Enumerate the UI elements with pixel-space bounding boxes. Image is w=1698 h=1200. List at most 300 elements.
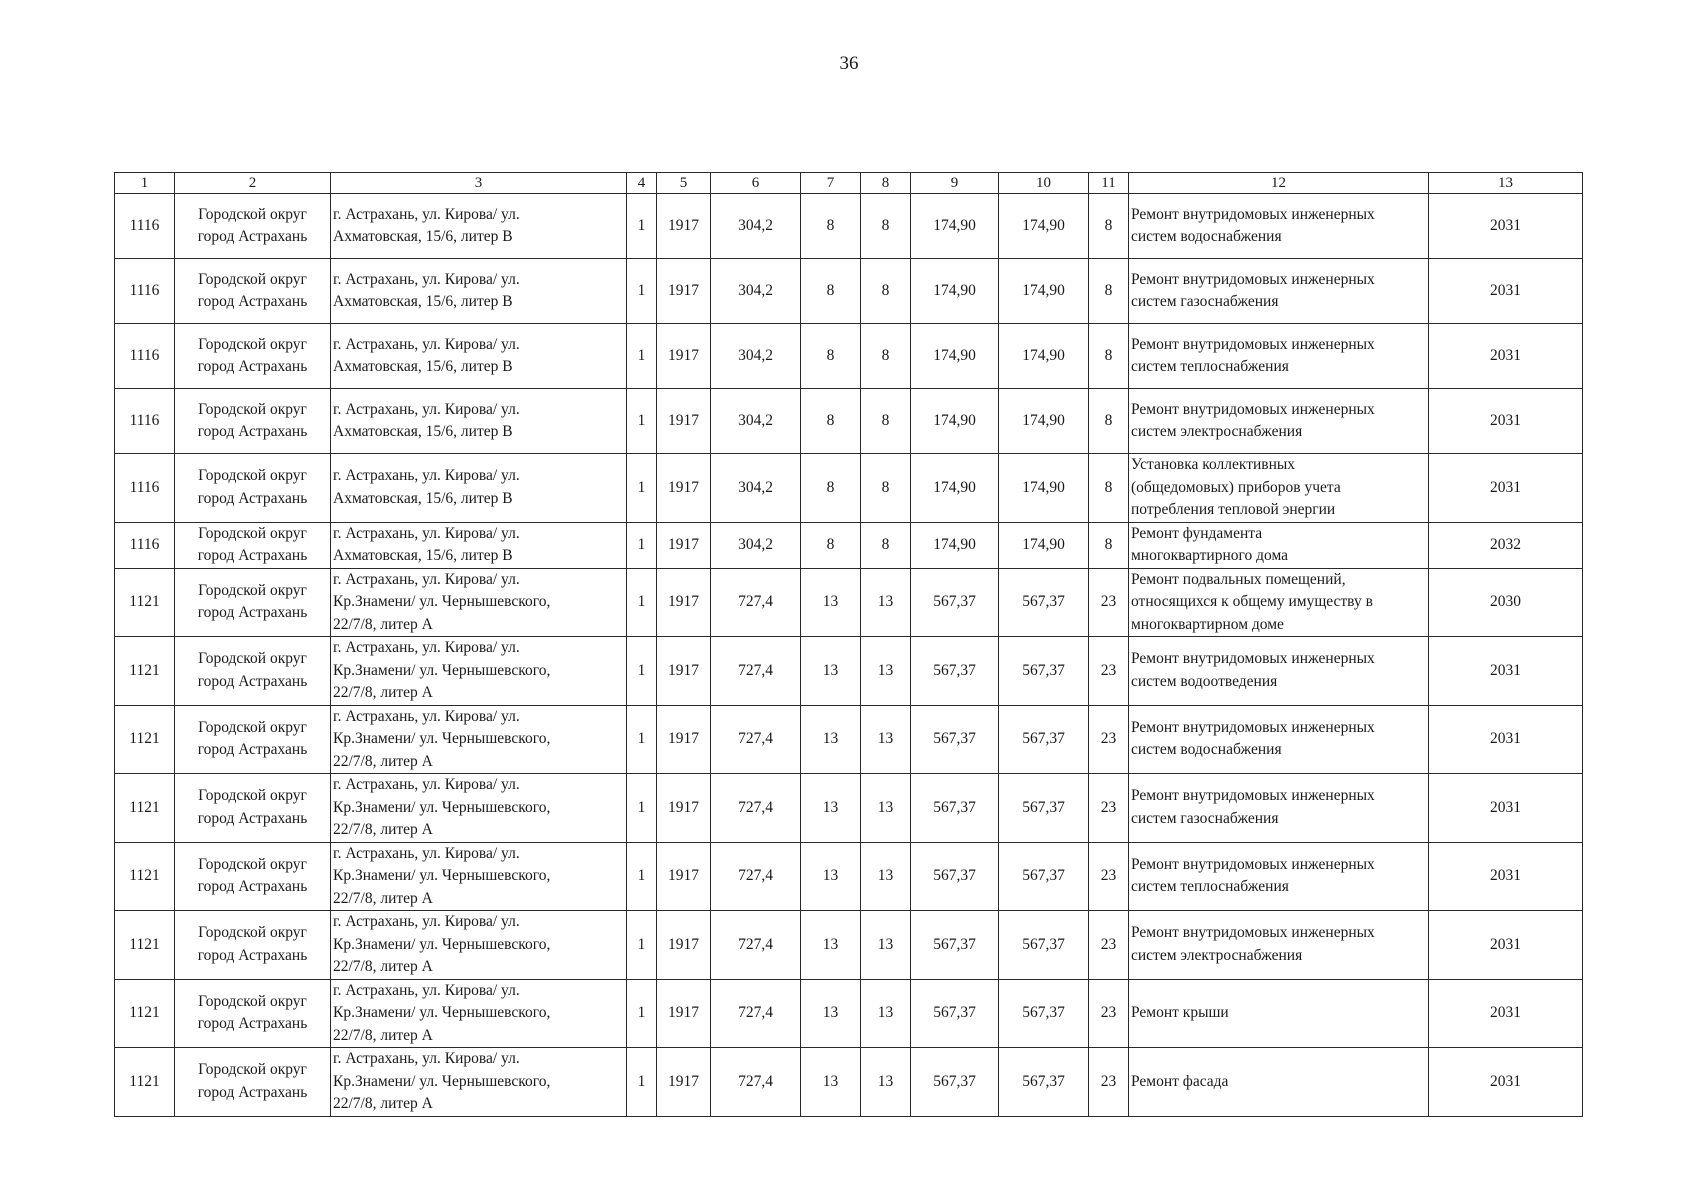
column-10-cell: 567,37 [999,637,1089,706]
column-10-cell: 174,90 [999,194,1089,259]
area-cell: 727,4 [711,774,801,843]
address-cell [331,194,627,259]
planned-year-cell: 2031 [1429,705,1583,774]
column-11-cell: 8 [1089,259,1129,324]
planned-year-cell: 2031 [1429,774,1583,843]
column-9-cell: 174,90 [911,324,999,389]
column-4-cell: 1 [627,637,657,706]
address-cell [331,774,627,843]
cell-text-line: Городской округ [198,400,307,418]
cell-text-line: систем теплоснабжения [1131,878,1289,896]
address-cell [331,1048,627,1117]
column-header: 11 [1089,173,1129,194]
column-8-cell: 13 [861,568,911,637]
address-cell [331,979,627,1048]
column-11-cell: 23 [1089,705,1129,774]
column-4-cell: 1 [627,568,657,637]
column-9-cell: 567,37 [911,911,999,980]
cell-text-line: многоквартирного дома [1131,547,1289,564]
build-year-cell: 1917 [657,705,711,774]
cell-text-line: 22/7/8, литер А [333,821,433,838]
cell-text-line: Ремонт крыши [1131,1004,1229,1021]
work-type-cell [1129,522,1429,568]
column-header: 9 [911,173,999,194]
table-row [115,259,1583,324]
cell-text-line: многоквартирном доме [1131,615,1284,633]
column-11-cell: 23 [1089,568,1129,637]
table-row [115,774,1583,843]
work-type-cell [1129,842,1429,911]
build-year-cell: 1917 [657,259,711,324]
record-number-cell: 1116 [115,324,175,389]
cell-text-line: г. Астрахань, ул. Кирова/ ул. [333,913,520,930]
column-7-cell: 13 [801,774,861,843]
address-cell [331,637,627,706]
area-cell: 304,2 [711,259,801,324]
column-header: 13 [1429,173,1583,194]
planned-year-cell: 2030 [1429,568,1583,637]
cell-text-line: город Астрахань [197,547,308,564]
column-10-cell: 567,37 [999,705,1089,774]
column-7-cell: 13 [801,911,861,980]
address-cell [331,389,627,454]
cell-text-line: потребления тепловой энергии [1131,501,1336,518]
column-7-cell: 13 [801,979,861,1048]
record-number-cell: 1121 [115,911,175,980]
column-7-cell: 8 [801,259,861,324]
record-number-cell: 1116 [115,522,175,568]
column-10-cell: 174,90 [999,259,1089,324]
cell-text-line: г. Астрахань, ул. Кирова/ ул. [333,570,520,588]
table-row [115,194,1583,259]
cell-text-line: Ремонт внутридомовых инженерных [1131,718,1375,736]
cell-text-line: систем водоснабжения [1131,741,1282,759]
column-header: 10 [999,173,1089,194]
cell-text-line: (общедомовых) приборов учета [1131,478,1341,496]
cell-text-line: город Астрахань [197,423,308,440]
table-row [115,568,1583,637]
column-9-cell: 174,90 [911,522,999,568]
area-cell: 727,4 [711,705,801,774]
planned-year-cell: 2031 [1429,324,1583,389]
column-4-cell: 1 [627,1048,657,1117]
column-4-cell: 1 [627,194,657,259]
work-type-cell [1129,454,1429,523]
column-7-cell: 8 [801,522,861,568]
column-4-cell: 1 [627,324,657,389]
area-cell: 304,2 [711,454,801,523]
column-8-cell: 8 [861,389,911,454]
work-type-cell [1129,1048,1429,1117]
column-10-cell: 174,90 [999,389,1089,454]
cell-text-line: Ахматовская, 15/6, литер В [333,547,513,564]
cell-text-line: город Астрахань [197,672,308,690]
build-year-cell: 1917 [657,194,711,259]
record-number-cell: 1116 [115,194,175,259]
register-table [114,172,1583,1117]
column-10-cell: 567,37 [999,568,1089,637]
work-type-cell [1129,979,1429,1048]
build-year-cell: 1917 [657,522,711,568]
column-11-cell: 8 [1089,522,1129,568]
column-8-cell: 13 [861,979,911,1048]
cell-text-line: Городской округ [198,270,307,288]
cell-text-line: г. Астрахань, ул. Кирова/ ул. [333,270,520,288]
column-8-cell: 8 [861,454,911,523]
cell-text-line: относящихся к общему имуществу в [1131,593,1373,610]
planned-year-cell: 2031 [1429,259,1583,324]
column-11-cell: 23 [1089,1048,1129,1117]
column-4-cell: 1 [627,979,657,1048]
cell-text-line: 22/7/8, литер А [333,615,433,633]
column-9-cell: 567,37 [911,842,999,911]
work-type-cell [1129,911,1429,980]
cell-text-line: Городской округ [198,581,307,599]
cell-text-line: Городской округ [198,650,307,668]
address-cell [331,454,627,523]
column-8-cell: 13 [861,911,911,980]
cell-text-line: Городской округ [198,924,307,942]
table-row [115,911,1583,980]
district-cell [175,774,331,843]
cell-text-line: Городской округ [198,787,307,805]
cell-text-line: систем электроснабжения [1131,423,1303,440]
column-11-cell: 8 [1089,389,1129,454]
column-4-cell: 1 [627,842,657,911]
column-10-cell: 567,37 [999,911,1089,980]
cell-text-line: Ремонт подвальных помещений, [1131,570,1346,588]
address-cell [331,705,627,774]
column-8-cell: 8 [861,522,911,568]
planned-year-cell: 2031 [1429,454,1583,523]
record-number-cell: 1121 [115,705,175,774]
table-row [115,979,1583,1048]
address-cell [331,324,627,389]
column-header: 12 [1129,173,1429,194]
district-cell [175,637,331,706]
table-row [115,389,1583,454]
cell-text-line: систем водоснабжения [1131,228,1282,245]
cell-text-line: город Астрахань [197,358,308,375]
work-type-cell [1129,389,1429,454]
cell-text-line: Кр.Знамени/ ул. Чернышевского, [333,798,551,816]
area-cell: 304,2 [711,389,801,454]
cell-text-line: Ремонт фасада [1131,1072,1229,1090]
column-4-cell: 1 [627,454,657,523]
column-9-cell: 567,37 [911,568,999,637]
column-10-cell: 174,90 [999,454,1089,523]
column-header: 7 [801,173,861,194]
cell-text-line: 22/7/8, литер А [333,889,433,907]
planned-year-cell: 2031 [1429,389,1583,454]
area-cell: 304,2 [711,194,801,259]
build-year-cell: 1917 [657,324,711,389]
table-row [115,842,1583,911]
cell-text-line: 22/7/8, литер А [333,958,433,975]
column-8-cell: 13 [861,774,911,843]
build-year-cell: 1917 [657,774,711,843]
column-8-cell: 13 [861,1048,911,1117]
column-7-cell: 8 [801,454,861,523]
district-cell [175,568,331,637]
cell-text-line: Ремонт внутридомовых инженерных [1131,787,1375,805]
table-row [115,454,1583,523]
cell-text-line: город Астрахань [197,228,308,245]
area-cell: 727,4 [711,637,801,706]
cell-text-line: Городской округ [198,467,307,485]
build-year-cell: 1917 [657,389,711,454]
cell-text-line: Ремонт внутридомовых инженерных [1131,205,1375,223]
header-row [115,173,1583,194]
cell-text-line: г. Астрахань, ул. Кирова/ ул. [333,981,520,999]
column-8-cell: 13 [861,842,911,911]
area-cell: 727,4 [711,979,801,1048]
work-type-cell [1129,259,1429,324]
cell-text-line: систем электроснабжения [1131,946,1303,964]
cell-text-line: г. Астрахань, ул. Кирова/ ул. [333,524,520,542]
build-year-cell: 1917 [657,568,711,637]
work-type-cell [1129,637,1429,706]
cell-text-line: систем газоснабжения [1131,809,1279,827]
cell-text-line: г. Астрахань, ул. Кирова/ ул. [333,400,520,418]
record-number-cell: 1121 [115,842,175,911]
page-number: 36 [839,53,859,74]
cell-text-line: Ремонт внутридомовых инженерных [1131,924,1375,942]
column-10-cell: 567,37 [999,1048,1089,1117]
cell-text-line: Кр.Знамени/ ул. Чернышевского, [333,1004,551,1021]
cell-text-line: г. Астрахань, ул. Кирова/ ул. [333,335,520,353]
column-header: 4 [627,173,657,194]
column-10-cell: 567,37 [999,774,1089,843]
table-row [115,705,1583,774]
column-7-cell: 8 [801,194,861,259]
column-header: 5 [657,173,711,194]
cell-text-line: систем теплоснабжения [1131,358,1289,375]
cell-text-line: Ахматовская, 15/6, литер В [333,293,513,310]
area-cell: 304,2 [711,522,801,568]
district-cell [175,454,331,523]
area-cell: 727,4 [711,842,801,911]
build-year-cell: 1917 [657,454,711,523]
work-type-cell [1129,324,1429,389]
planned-year-cell: 2031 [1429,637,1583,706]
cell-text-line: город Астрахань [197,1015,308,1033]
cell-text-line: Ахматовская, 15/6, литер В [333,423,513,440]
cell-text-line: Кр.Знамени/ ул. Чернышевского, [333,935,551,953]
cell-text-line: Ремонт внутридомовых инженерных [1131,270,1375,288]
area-cell: 727,4 [711,1048,801,1117]
cell-text-line: Ахматовская, 15/6, литер В [333,489,513,507]
column-11-cell: 23 [1089,979,1129,1048]
district-cell [175,979,331,1048]
table-row [115,1048,1583,1117]
planned-year-cell: 2031 [1429,194,1583,259]
address-cell [331,911,627,980]
build-year-cell: 1917 [657,911,711,980]
area-cell: 727,4 [711,568,801,637]
column-header: 3 [331,173,627,194]
cell-text-line: Городской округ [198,205,307,223]
planned-year-cell: 2032 [1429,522,1583,568]
column-11-cell: 23 [1089,911,1129,980]
column-9-cell: 567,37 [911,705,999,774]
column-4-cell: 1 [627,522,657,568]
cell-text-line: город Астрахань [197,809,308,827]
table-row [115,324,1583,389]
cell-text-line: город Астрахань [197,489,308,507]
cell-text-line: Кр.Знамени/ ул. Чернышевского, [333,867,551,884]
cell-text-line: г. Астрахань, ул. Кирова/ ул. [333,205,520,223]
column-4-cell: 1 [627,705,657,774]
column-9-cell: 174,90 [911,389,999,454]
record-number-cell: 1121 [115,637,175,706]
cell-text-line: Городской округ [198,1061,307,1079]
cell-text-line: город Астрахань [197,293,308,310]
column-10-cell: 174,90 [999,324,1089,389]
cell-text-line: Ремонт внутридомовых инженерных [1131,855,1375,873]
area-cell: 727,4 [711,911,801,980]
cell-text-line: Ремонт внутридомовых инженерных [1131,335,1375,353]
cell-text-line: г. Астрахань, ул. Кирова/ ул. [333,467,520,485]
cell-text-line: систем водоотведения [1131,672,1278,690]
column-4-cell: 1 [627,774,657,843]
column-11-cell: 8 [1089,454,1129,523]
cell-text-line: Ремонт внутридомовых инженерных [1131,650,1375,668]
cell-text-line: Городской округ [198,718,307,736]
column-9-cell: 174,90 [911,259,999,324]
column-9-cell: 567,37 [911,637,999,706]
cell-text-line: 22/7/8, литер А [333,752,433,770]
record-number-cell: 1116 [115,389,175,454]
column-header: 6 [711,173,801,194]
cell-text-line: город Астрахань [197,741,308,759]
column-11-cell: 23 [1089,774,1129,843]
cell-text-line: 22/7/8, литер А [333,1026,433,1044]
column-8-cell: 8 [861,259,911,324]
record-number-cell: 1116 [115,259,175,324]
column-4-cell: 1 [627,389,657,454]
cell-text-line: г. Астрахань, ул. Кирова/ ул. [333,1050,520,1067]
district-cell [175,194,331,259]
column-10-cell: 567,37 [999,842,1089,911]
table-row [115,637,1583,706]
planned-year-cell: 2031 [1429,911,1583,980]
column-11-cell: 8 [1089,194,1129,259]
record-number-cell: 1121 [115,774,175,843]
column-7-cell: 13 [801,1048,861,1117]
district-cell [175,389,331,454]
address-cell [331,259,627,324]
address-cell [331,842,627,911]
district-cell [175,1048,331,1117]
column-9-cell: 567,37 [911,1048,999,1117]
cell-text-line: Городской округ [198,855,307,873]
column-7-cell: 13 [801,705,861,774]
cell-text-line: Установка коллективных [1131,456,1296,473]
cell-text-line: Ахматовская, 15/6, литер В [333,358,513,375]
cell-text-line: г. Астрахань, ул. Кирова/ ул. [333,844,520,862]
cell-text-line: Ремонт внутридомовых инженерных [1131,400,1375,418]
build-year-cell: 1917 [657,1048,711,1117]
column-7-cell: 13 [801,842,861,911]
column-9-cell: 174,90 [911,454,999,523]
cell-text-line: город Астрахань [197,604,308,622]
column-4-cell: 1 [627,259,657,324]
cell-text-line: систем газоснабжения [1131,293,1279,310]
district-cell [175,522,331,568]
build-year-cell: 1917 [657,979,711,1048]
build-year-cell: 1917 [657,637,711,706]
cell-text-line: город Астрахань [197,878,308,896]
column-7-cell: 13 [801,568,861,637]
cell-text-line: Кр.Знамени/ ул. Чернышевского, [333,730,551,747]
table-body [115,194,1583,1117]
work-type-cell [1129,568,1429,637]
cell-text-line: Кр.Знамени/ ул. Чернышевского, [333,1072,551,1090]
column-9-cell: 174,90 [911,194,999,259]
planned-year-cell: 2031 [1429,842,1583,911]
cell-text-line: Ахматовская, 15/6, литер В [333,228,513,245]
cell-text-line: город Астрахань [197,946,308,964]
address-cell [331,522,627,568]
column-4-cell: 1 [627,911,657,980]
planned-year-cell: 2031 [1429,1048,1583,1117]
column-header: 1 [115,173,175,194]
column-8-cell: 13 [861,705,911,774]
record-number-cell: 1121 [115,979,175,1048]
column-11-cell: 8 [1089,324,1129,389]
column-7-cell: 13 [801,637,861,706]
cell-text-line: 22/7/8, литер А [333,1095,433,1112]
cell-text-line: г. Астрахань, ул. Кирова/ ул. [333,707,520,725]
column-11-cell: 23 [1089,637,1129,706]
column-8-cell: 13 [861,637,911,706]
area-cell: 304,2 [711,324,801,389]
district-cell [175,911,331,980]
cell-text-line: Кр.Знамени/ ул. Чернышевского, [333,593,551,610]
column-8-cell: 8 [861,194,911,259]
column-8-cell: 8 [861,324,911,389]
work-type-cell [1129,194,1429,259]
column-header: 2 [175,173,331,194]
work-type-cell [1129,705,1429,774]
district-cell [175,324,331,389]
table-row [115,522,1583,568]
record-number-cell: 1116 [115,454,175,523]
column-7-cell: 8 [801,389,861,454]
build-year-cell: 1917 [657,842,711,911]
column-9-cell: 567,37 [911,979,999,1048]
address-cell [331,568,627,637]
cell-text-line: Городской округ [198,335,307,353]
column-10-cell: 567,37 [999,979,1089,1048]
column-11-cell: 23 [1089,842,1129,911]
column-9-cell: 567,37 [911,774,999,843]
cell-text-line: г. Астрахань, ул. Кирова/ ул. [333,776,520,793]
work-type-cell [1129,774,1429,843]
cell-text-line: Городской округ [198,524,307,542]
column-7-cell: 8 [801,324,861,389]
column-10-cell: 174,90 [999,522,1089,568]
record-number-cell: 1121 [115,568,175,637]
cell-text-line: Ремонт фундамента [1131,524,1263,542]
district-cell [175,842,331,911]
column-header: 8 [861,173,911,194]
cell-text-line: г. Астрахань, ул. Кирова/ ул. [333,639,520,656]
cell-text-line: Городской округ [198,992,307,1010]
planned-year-cell: 2031 [1429,979,1583,1048]
cell-text-line: Кр.Знамени/ ул. Чернышевского, [333,661,551,679]
